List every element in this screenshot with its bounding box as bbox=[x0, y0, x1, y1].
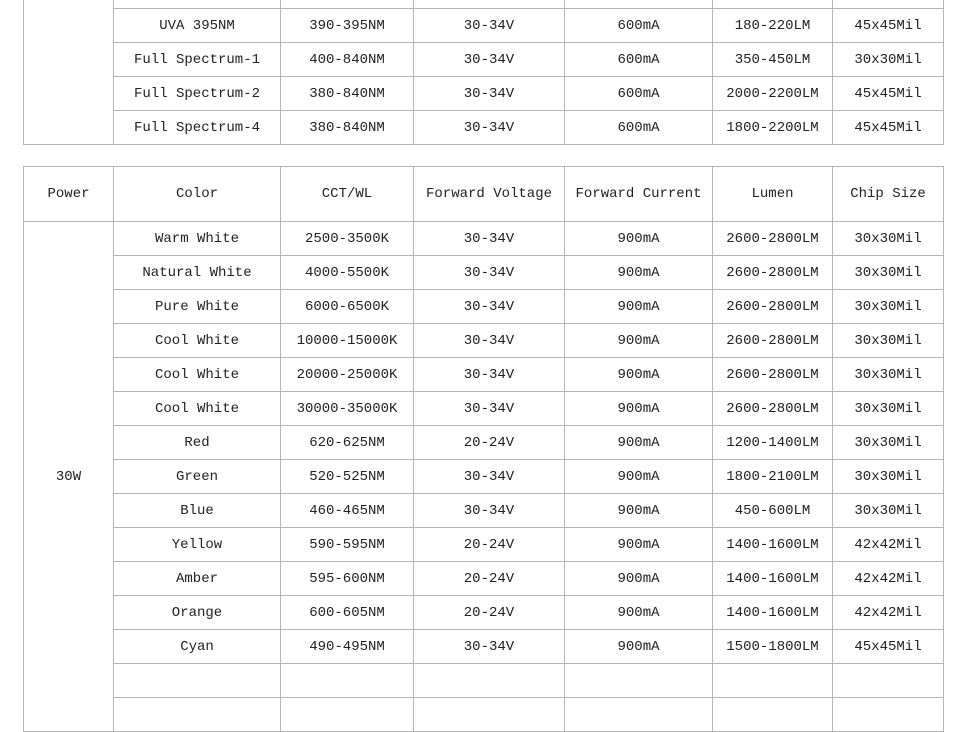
lumen-cell: 1400-1600LM bbox=[713, 562, 833, 596]
cct-wl-cell: 2500-3500K bbox=[281, 222, 414, 256]
cct-wl-cell: 595-600NM bbox=[281, 562, 414, 596]
forward-voltage-cell: 30-34V bbox=[414, 111, 565, 145]
table-row bbox=[24, 111, 944, 145]
forward-voltage-cell: 30-34V bbox=[414, 460, 565, 494]
cct-wl-cell: 30000-35000K bbox=[281, 392, 414, 426]
chip-size-cell: 30x30Mil bbox=[833, 324, 944, 358]
forward-current-cell: 900mA bbox=[565, 596, 713, 630]
chip-size-cell: 30x30Mil bbox=[833, 460, 944, 494]
forward-voltage-cell bbox=[414, 0, 565, 9]
forward-voltage-cell: 20-24V bbox=[414, 426, 565, 460]
table-header-row bbox=[24, 167, 944, 222]
cct-wl-cell: 20000-25000K bbox=[281, 358, 414, 392]
forward-current-cell: 600mA bbox=[565, 43, 713, 77]
forward-current-cell: 900mA bbox=[565, 426, 713, 460]
lumen-cell bbox=[713, 0, 833, 9]
cct-wl-cell: 380-840NM bbox=[281, 111, 414, 145]
lumen-cell: 180-220LM bbox=[713, 9, 833, 43]
color-cell: Pure White bbox=[114, 290, 281, 324]
chip-size-cell: 45x45Mil bbox=[833, 9, 944, 43]
lumen-cell: 1800-2100LM bbox=[713, 460, 833, 494]
cct-wl-cell: 380-840NM bbox=[281, 77, 414, 111]
forward-voltage-cell bbox=[414, 664, 565, 698]
chip-size-cell: 45x45Mil bbox=[833, 111, 944, 145]
table-row bbox=[24, 460, 944, 494]
forward-current-cell: 900mA bbox=[565, 630, 713, 664]
table-row bbox=[24, 358, 944, 392]
forward-voltage-cell: 30-34V bbox=[414, 392, 565, 426]
header-lumen: Lumen bbox=[713, 167, 833, 222]
header-forward-current: Forward Current bbox=[565, 167, 713, 222]
lumen-cell: 1500-1800LM bbox=[713, 630, 833, 664]
header-chip-size: Chip Size bbox=[833, 167, 944, 222]
cct-wl-cell: 620-625NM bbox=[281, 426, 414, 460]
forward-voltage-cell: 30-34V bbox=[414, 43, 565, 77]
table-row bbox=[24, 426, 944, 460]
forward-voltage-cell: 20-24V bbox=[414, 596, 565, 630]
lumen-cell: 2600-2800LM bbox=[713, 222, 833, 256]
color-cell: Full Spectrum-4 bbox=[114, 111, 281, 145]
cct-wl-cell: 590-595NM bbox=[281, 528, 414, 562]
spec-table-30w bbox=[23, 166, 944, 732]
color-cell bbox=[114, 698, 281, 732]
cct-wl-cell: 6000-6500K bbox=[281, 290, 414, 324]
forward-voltage-cell: 30-34V bbox=[414, 324, 565, 358]
forward-current-cell: 900mA bbox=[565, 256, 713, 290]
forward-voltage-cell: 20-24V bbox=[414, 528, 565, 562]
color-cell: Orange bbox=[114, 596, 281, 630]
forward-voltage-cell: 30-34V bbox=[414, 494, 565, 528]
lumen-cell bbox=[713, 664, 833, 698]
lumen-cell: 1800-2200LM bbox=[713, 111, 833, 145]
cct-wl-cell bbox=[281, 664, 414, 698]
lumen-cell: 1400-1600LM bbox=[713, 596, 833, 630]
forward-current-cell bbox=[565, 698, 713, 732]
table-row bbox=[24, 664, 944, 698]
cct-wl-cell: 4000-5500K bbox=[281, 256, 414, 290]
forward-current-cell: 900mA bbox=[565, 392, 713, 426]
color-cell: UVA 395NM bbox=[114, 9, 281, 43]
color-cell: Green bbox=[114, 460, 281, 494]
forward-current-cell: 900mA bbox=[565, 290, 713, 324]
color-cell: Cool White bbox=[114, 324, 281, 358]
table-row bbox=[24, 0, 944, 9]
table-row bbox=[24, 596, 944, 630]
lumen-cell: 1400-1600LM bbox=[713, 528, 833, 562]
table-row bbox=[24, 43, 944, 77]
cct-wl-cell: 390-395NM bbox=[281, 9, 414, 43]
forward-current-cell: 900mA bbox=[565, 358, 713, 392]
forward-voltage-cell: 30-34V bbox=[414, 222, 565, 256]
lumen-cell: 1200-1400LM bbox=[713, 426, 833, 460]
table-row bbox=[24, 630, 944, 664]
table-row bbox=[24, 494, 944, 528]
color-cell: Full Spectrum-1 bbox=[114, 43, 281, 77]
power-cell bbox=[24, 0, 114, 145]
chip-size-cell: 30x30Mil bbox=[833, 358, 944, 392]
table-row bbox=[24, 562, 944, 596]
table-row bbox=[24, 222, 944, 256]
color-cell: Blue bbox=[114, 494, 281, 528]
cct-wl-cell: 10000-15000K bbox=[281, 324, 414, 358]
forward-current-cell: 900mA bbox=[565, 494, 713, 528]
lumen-cell: 450-600LM bbox=[713, 494, 833, 528]
color-cell: Red bbox=[114, 426, 281, 460]
chip-size-cell: 30x30Mil bbox=[833, 43, 944, 77]
chip-size-cell: 42x42Mil bbox=[833, 528, 944, 562]
table-row bbox=[24, 392, 944, 426]
cct-wl-cell: 460-465NM bbox=[281, 494, 414, 528]
forward-voltage-cell: 20-24V bbox=[414, 562, 565, 596]
forward-current-cell: 900mA bbox=[565, 528, 713, 562]
lumen-cell: 2600-2800LM bbox=[713, 392, 833, 426]
chip-size-cell: 45x45Mil bbox=[833, 77, 944, 111]
chip-size-cell: 42x42Mil bbox=[833, 596, 944, 630]
cct-wl-cell: 600-605NM bbox=[281, 596, 414, 630]
table-row bbox=[24, 698, 944, 732]
chip-size-cell: 30x30Mil bbox=[833, 494, 944, 528]
forward-current-cell: 900mA bbox=[565, 222, 713, 256]
color-cell: Cool White bbox=[114, 392, 281, 426]
chip-size-cell bbox=[833, 664, 944, 698]
color-cell: Amber bbox=[114, 562, 281, 596]
color-cell: Warm White bbox=[114, 222, 281, 256]
forward-current-cell: 900mA bbox=[565, 460, 713, 494]
color-cell: Full Spectrum-2 bbox=[114, 77, 281, 111]
chip-size-cell: 30x30Mil bbox=[833, 426, 944, 460]
lumen-cell: 2000-2200LM bbox=[713, 77, 833, 111]
spec-table-continued bbox=[23, 0, 944, 145]
table-row bbox=[24, 290, 944, 324]
table-row bbox=[24, 256, 944, 290]
lumen-cell: 2600-2800LM bbox=[713, 324, 833, 358]
chip-size-cell bbox=[833, 0, 944, 9]
table-row bbox=[24, 9, 944, 43]
forward-voltage-cell: 30-34V bbox=[414, 9, 565, 43]
forward-current-cell bbox=[565, 0, 713, 9]
lumen-cell: 2600-2800LM bbox=[713, 358, 833, 392]
chip-size-cell: 45x45Mil bbox=[833, 630, 944, 664]
lumen-cell: 350-450LM bbox=[713, 43, 833, 77]
table-row bbox=[24, 324, 944, 358]
header-forward-voltage: Forward Voltage bbox=[414, 167, 565, 222]
forward-voltage-cell: 30-34V bbox=[414, 290, 565, 324]
chip-size-cell: 30x30Mil bbox=[833, 256, 944, 290]
color-cell bbox=[114, 664, 281, 698]
forward-current-cell: 600mA bbox=[565, 77, 713, 111]
chip-size-cell: 30x30Mil bbox=[833, 392, 944, 426]
forward-voltage-cell: 30-34V bbox=[414, 77, 565, 111]
chip-size-cell: 30x30Mil bbox=[833, 290, 944, 324]
lumen-cell: 2600-2800LM bbox=[713, 290, 833, 324]
forward-current-cell: 900mA bbox=[565, 562, 713, 596]
forward-current-cell: 600mA bbox=[565, 111, 713, 145]
cct-wl-cell: 520-525NM bbox=[281, 460, 414, 494]
chip-size-cell: 42x42Mil bbox=[833, 562, 944, 596]
forward-current-cell bbox=[565, 664, 713, 698]
forward-current-cell: 900mA bbox=[565, 324, 713, 358]
header-color: Color bbox=[114, 167, 281, 222]
forward-current-cell: 600mA bbox=[565, 9, 713, 43]
header-power: Power bbox=[24, 167, 114, 222]
cct-wl-cell bbox=[281, 0, 414, 9]
chip-size-cell bbox=[833, 698, 944, 732]
lumen-cell bbox=[713, 698, 833, 732]
cct-wl-cell: 490-495NM bbox=[281, 630, 414, 664]
color-cell: Cool White bbox=[114, 358, 281, 392]
cct-wl-cell: 400-840NM bbox=[281, 43, 414, 77]
color-cell: Natural White bbox=[114, 256, 281, 290]
table-row bbox=[24, 528, 944, 562]
lumen-cell: 2600-2800LM bbox=[713, 256, 833, 290]
header-cct-wl: CCT/WL bbox=[281, 167, 414, 222]
color-cell: Cyan bbox=[114, 630, 281, 664]
forward-voltage-cell: 30-34V bbox=[414, 358, 565, 392]
cct-wl-cell bbox=[281, 698, 414, 732]
table-row bbox=[24, 77, 944, 111]
power-cell: 30W bbox=[24, 222, 114, 732]
chip-size-cell: 30x30Mil bbox=[833, 222, 944, 256]
forward-voltage-cell: 30-34V bbox=[414, 256, 565, 290]
forward-voltage-cell bbox=[414, 698, 565, 732]
forward-voltage-cell: 30-34V bbox=[414, 630, 565, 664]
color-cell: Yellow bbox=[114, 528, 281, 562]
color-cell bbox=[114, 0, 281, 9]
